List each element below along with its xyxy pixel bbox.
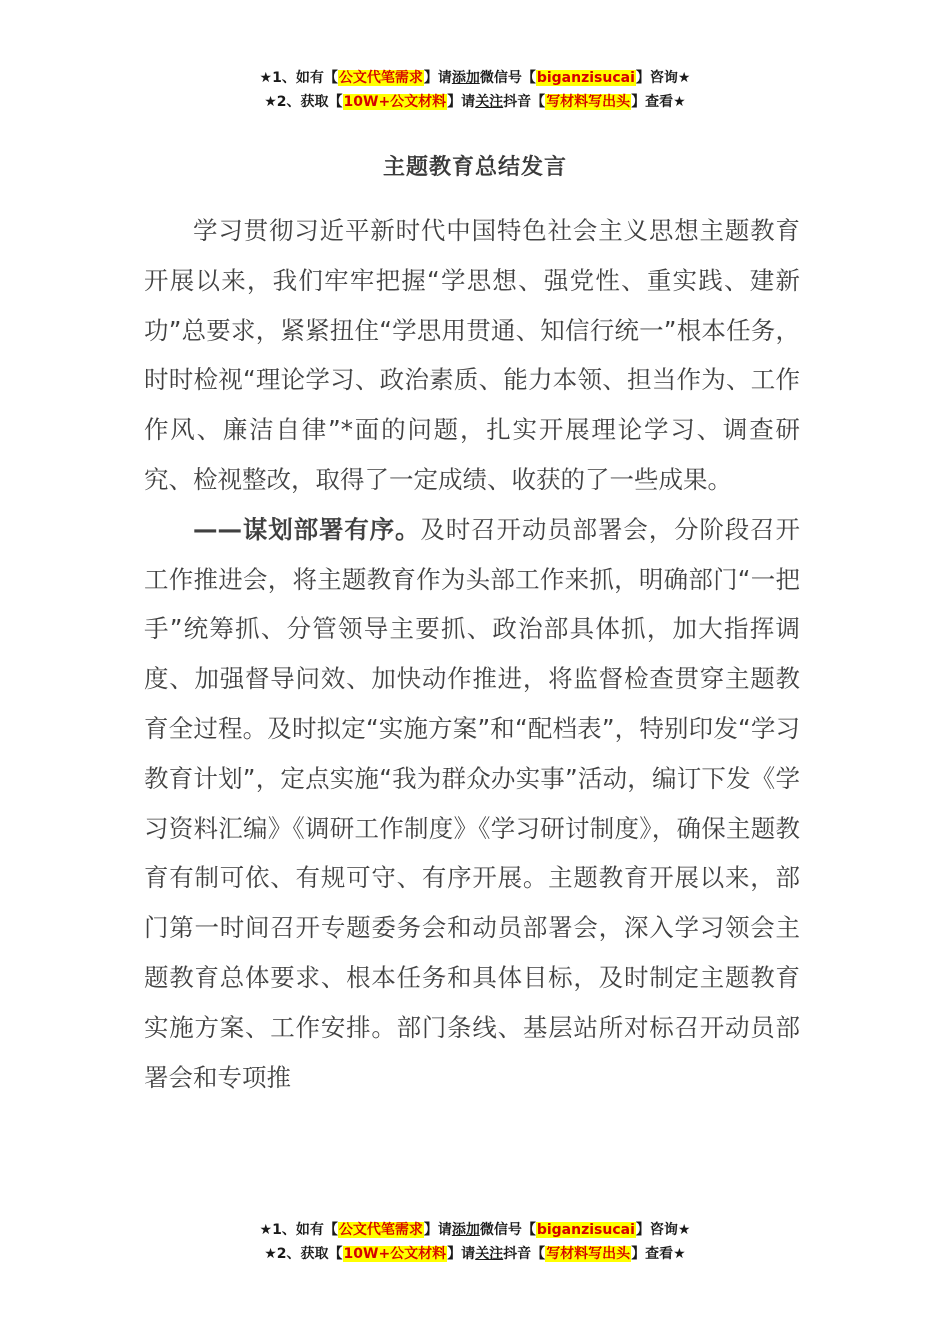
highlight-service: 公文代笔需求 xyxy=(338,70,423,86)
banner-text: 】咨询★ xyxy=(635,70,691,86)
document-body xyxy=(144,206,800,1102)
highlight-service: 公文代笔需求 xyxy=(338,1222,423,1238)
banner-text: ★2、获取【 xyxy=(264,1246,343,1262)
emphasis-follow: 关注 xyxy=(475,1246,504,1262)
banner-line-1 xyxy=(0,1218,950,1242)
paragraph-planning xyxy=(144,505,800,1103)
banner-text: 】咨询★ xyxy=(635,1222,691,1238)
emphasis-follow: 关注 xyxy=(475,94,504,110)
document-title: 主题教育总结发言 xyxy=(382,155,567,180)
banner-text: 】请 xyxy=(447,1246,476,1262)
highlight-wechat-id: biganzisucai xyxy=(536,70,635,86)
banner-text: 微信号【 xyxy=(479,70,536,86)
highlight-wechat-id: biganzisucai xyxy=(536,1222,635,1238)
banner-line-1 xyxy=(0,66,950,90)
banner-text: 抖音【 xyxy=(503,94,546,110)
footer-banner xyxy=(0,1218,950,1266)
banner-text: 】请 xyxy=(423,70,452,86)
emphasis-add: 添加 xyxy=(451,1222,480,1238)
paragraph-intro: 学习贯彻习近平新时代中国特色社会主义思想主题教育开展以来，我们牢牢把握“学思想、强党性、重实践、建新功”总要求，紧紧扭住“学思用贯通、知信行统一”根本任务，时时检视“理论学习、政治素质、能力本领、担当作为、工作作风、廉洁自律”*面的问题，扎实开展理论学习、调查研究、检视整改，取得了一定成绩、收获的了一些成果。 xyxy=(144,216,800,494)
banner-line-2 xyxy=(0,1242,950,1266)
paragraph-heading: ——谋划部署有序。 xyxy=(193,514,421,544)
banner-text: 】请 xyxy=(447,94,476,110)
banner-text: 微信号【 xyxy=(479,1222,536,1238)
highlight-materials: 10W+公文材料 xyxy=(343,94,447,110)
banner-text: ★2、获取【 xyxy=(264,94,343,110)
highlight-douyin-account: 写材料写出头 xyxy=(546,1246,631,1262)
paragraph-text: 及时召开动员部署会，分阶段召开工作推进会，将主题教育作为头部工作来抓，明确部门“一把手”统筹抓、分管领导主要抓、政治部具体抓，加大指挥调度、加强督导问效、加快动作推进，将监督检查贯穿主题教育全过程。及时拟定“实施方案”和“配档表”，特别印发“学习教育计划”，定点实施“我为群众办实事”活动，编订下发《学习资料汇编》《调研工作制度》《学习研讨制度》，确保主题教育有制可依、有规可守、有序开展。主题教育开展以来，部门第一时间召开专题委务会和动员部署会，深入学习领会主题教育总体要求、根本任务和具体目标，及时制定主题教育实施方案、工作安排。部门条线、基层站所对标召开动员部署会和专项推 xyxy=(144,514,801,1092)
highlight-materials: 10W+公文材料 xyxy=(343,1246,447,1262)
banner-text: 】查看★ xyxy=(631,94,686,110)
banner-text: 】查看★ xyxy=(631,1246,686,1262)
emphasis-add: 添加 xyxy=(451,70,480,86)
highlight-douyin-account: 写材料写出头 xyxy=(546,94,631,110)
banner-line-2 xyxy=(0,90,950,114)
banner-text: ★1、如有【 xyxy=(259,70,338,86)
banner-text: 】请 xyxy=(423,1222,452,1238)
banner-text: ★1、如有【 xyxy=(259,1222,338,1238)
banner-text: 抖音【 xyxy=(503,1246,546,1262)
header-banner xyxy=(0,66,950,114)
